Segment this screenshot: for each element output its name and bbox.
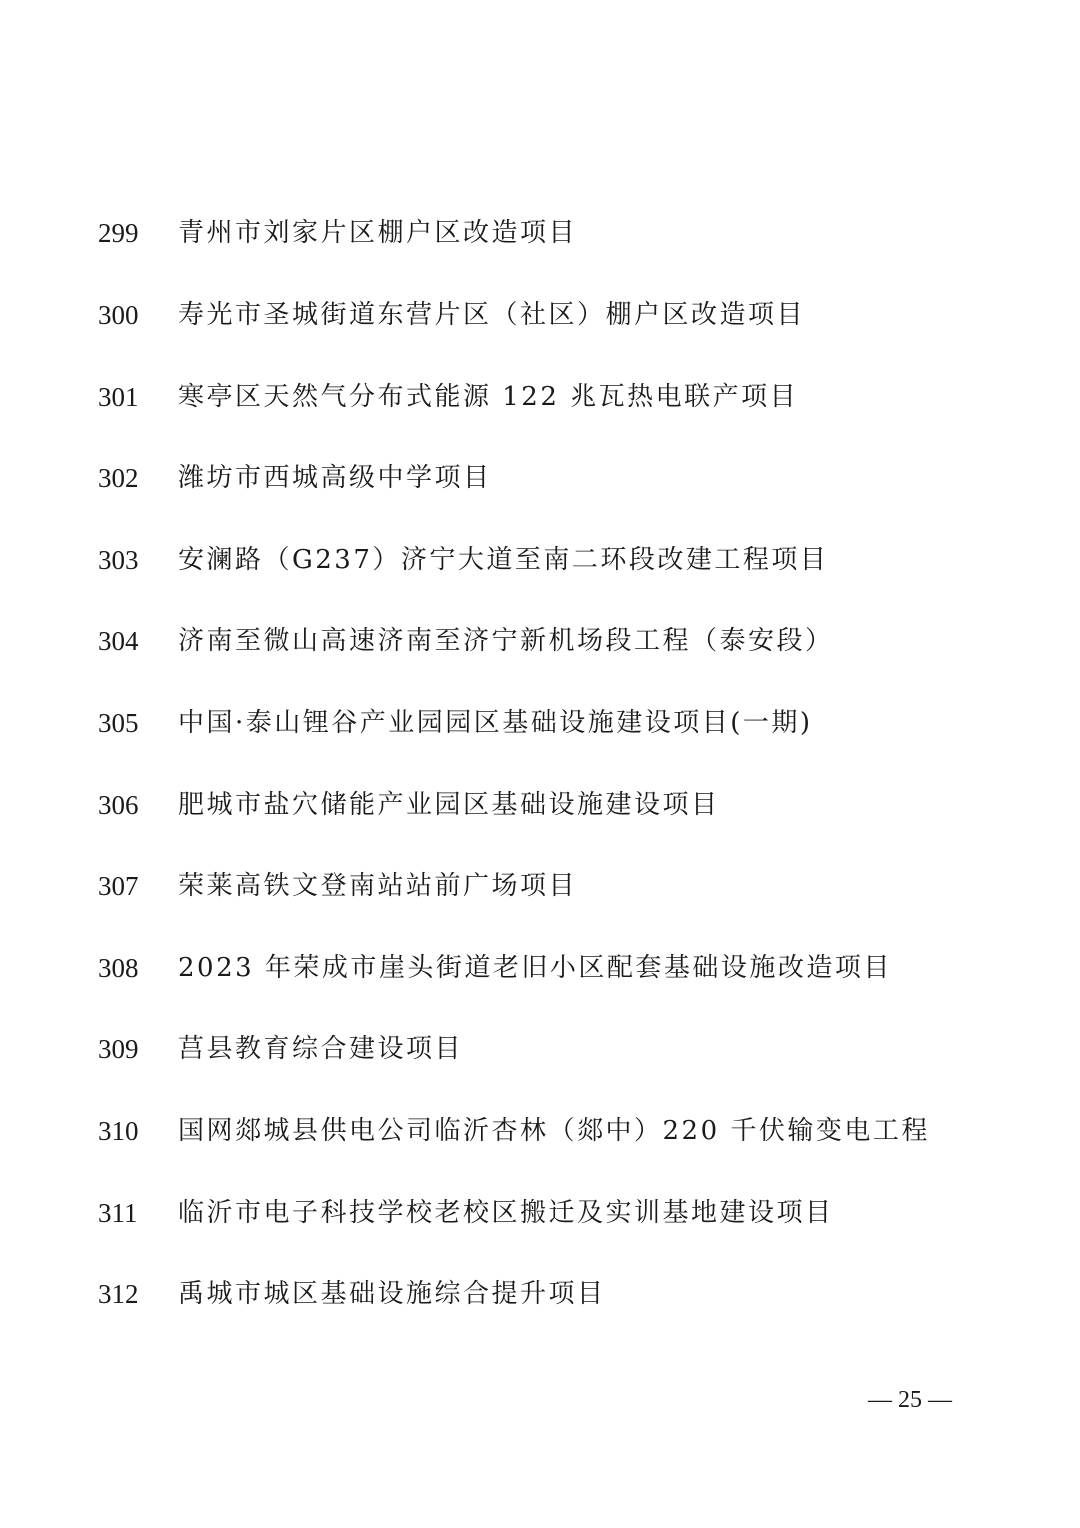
- list-item: [0, 295, 1000, 335]
- list-item: [0, 1274, 1000, 1314]
- item-number: 300: [98, 300, 139, 330]
- page-number: — 25 —: [868, 1387, 952, 1413]
- item-text: 潍坊市西城高级中学项目: [178, 463, 492, 493]
- item-text: 2023 年荣成市崖头街道老旧小区配套基础设施改造项目: [178, 953, 892, 983]
- item-number: 310: [98, 1116, 139, 1146]
- item-text: 济南至微山高速济南至济宁新机场段工程（泰安段）: [178, 626, 834, 656]
- list-item: [0, 703, 1000, 743]
- item-text: 寒亭区天然气分布式能源 122 兆瓦热电联产项目: [178, 382, 799, 412]
- item-number: 304: [98, 626, 139, 656]
- list-item: [0, 785, 1000, 825]
- item-text: 荣莱高铁文登南站站前广场项目: [178, 871, 578, 901]
- list-item: [0, 458, 1000, 498]
- item-number: 312: [98, 1279, 139, 1309]
- list-item: [0, 866, 1000, 906]
- list-item: [0, 621, 1000, 661]
- item-text: 禹城市城区基础设施综合提升项目: [178, 1279, 606, 1309]
- list-item: [0, 377, 1000, 417]
- item-text: 肥城市盐穴储能产业园区基础设施建设项目: [178, 790, 720, 820]
- item-text: 安澜路（G237）济宁大道至南二环段改建工程项目: [178, 545, 829, 575]
- item-number: 311: [98, 1198, 138, 1228]
- item-text: 中国·泰山锂谷产业园园区基础设施建设项目(一期): [178, 708, 813, 738]
- item-number: 303: [98, 545, 139, 575]
- list-item: [0, 1193, 1000, 1233]
- item-number: 299: [98, 218, 139, 248]
- item-text: 青州市刘家片区棚户区改造项目: [178, 218, 578, 248]
- list-item: [0, 1029, 1000, 1069]
- list-item: [0, 948, 1000, 988]
- item-number: 305: [98, 708, 139, 738]
- item-number: 302: [98, 463, 139, 493]
- item-text: 国网郯城县供电公司临沂杏林（郯中）220 千伏输变电工程: [178, 1116, 930, 1146]
- item-number: 309: [98, 1034, 139, 1064]
- item-number: 301: [98, 382, 139, 412]
- list-item: [0, 213, 1000, 253]
- item-text: 临沂市电子科技学校老校区搬迁及实训基地建设项目: [178, 1198, 834, 1228]
- list-item: [0, 1111, 1000, 1151]
- item-text: 莒县教育综合建设项目: [178, 1034, 464, 1064]
- item-number: 307: [98, 871, 139, 901]
- list-item: [0, 540, 1000, 580]
- item-number: 306: [98, 790, 139, 820]
- item-number: 308: [98, 953, 139, 983]
- item-text: 寿光市圣城街道东营片区（社区）棚户区改造项目: [178, 300, 806, 330]
